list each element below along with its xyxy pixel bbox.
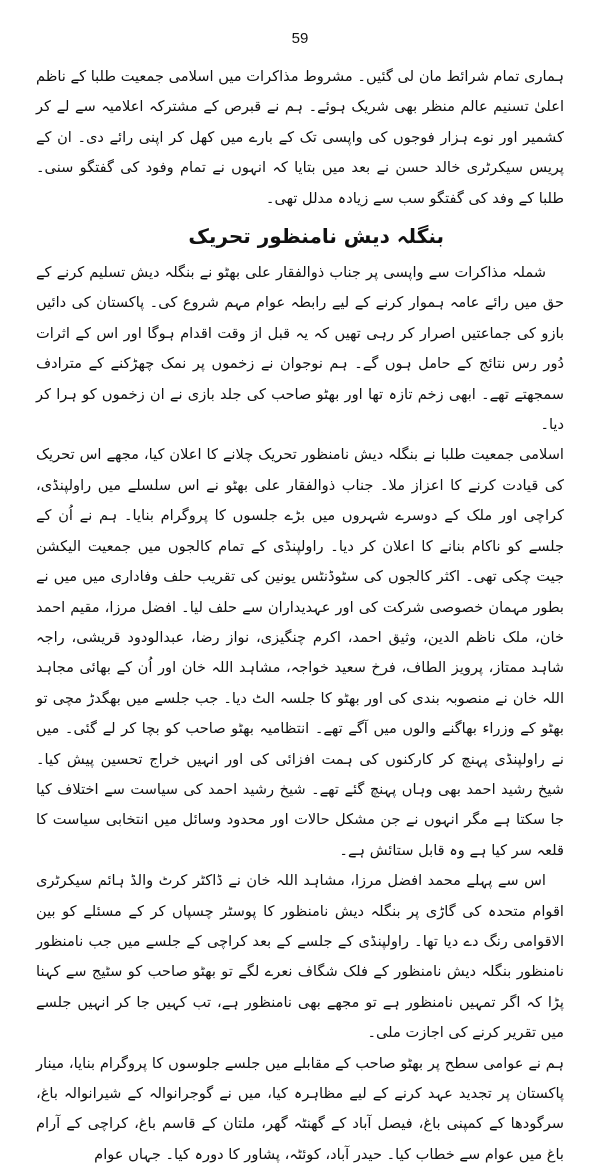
paragraph-negotiations: ہماری تمام شرائط مان لی گئیں۔ مشروط مذاکرات میں اسلامی جمعیت طلبا کے ناظم اعلیٰ تسنیم عالم منظر بھی شریک ہوئے۔ ہم نے قبرص کے مشترکہ اعلامیہ سے لے کر کشمیر اور نوے ہزار فوجوں کی واپسی تک کے بارے میں کھل کر اپنی رائے دی۔ ان کے پریس سیکرٹری خالد حسن نے بعد میں بتایا کہ انہوں نے تمام وفود کی گفتگو سنی۔ طلبا کے وفد کی گفتگو سب سے زیادہ مدلل تھی۔	[36, 68, 564, 207]
paragraph-public-rallies: ہم نے عوامی سطح پر بھٹو صاحب کے مقابلے میں جلسے جلوسوں کا پروگرام بنایا، مینار پاکستان پر تجدید عہد کرنے کے لیے مظاہرہ کیا، میں نے گوجرانوالہ کے شیرانوالہ باغ، سرگودھا کے کمپنی باغ، فیصل آباد کے گھنٹہ گھر، ملتان کے قاسم باغ، کراچی کے آرام باغ میں عوام سے خطاب کیا۔ حیدر آباد، کوئٹہ، پشاور کا دورہ کیا۔ جہاں عوام	[36, 1054, 564, 1163]
paragraph-poster-incident: اس سے پہلے محمد افضل مرزا، مشاہد اللہ خان نے ڈاکٹر کرٹ والڈ ہائم سیکرٹری اقوام متحدہ کی گاڑی پر بنگلہ دیش نامنظور کا پوسٹر چسپاں کر کے مسئلے کو بین الاقوامی رنگ دے دیا تھا۔ راولپنڈی کے جلسے کے بعد کراچی کے جلسے میں جب نامنظور نامنظور بنگلہ دیش نامنظور کے فلک شگاف نعرے لگے تو بھٹو صاحب کو سٹیج سے کہنا پڑا کہ اگر تمہیں نامنظور ہے تو مجھے بھی نامنظور ہے، تب کہیں جا کر انہیں جلسے میں تقریر کرنے کی اجازت ملی۔	[36, 872, 564, 1042]
paragraph-simla-return: شملہ مذاکرات سے واپسی پر جناب ذوالفقار علی بھٹو نے بنگلہ دیش تسلیم کرنے کے حق میں رائے عامہ ہموار کرنے کے لیے رابطہ عوام مہم شروع کی۔ پاکستان کی دائیں بازو کی جماعتیں اصرار کر رہی تھیں کہ یہ قبل از وقت اقدام ہوگا اور اس کے اثرات دُور رس نتائج کے حامل ہوں گے۔ ہم نوجوان نے زخموں پر نمک چھڑکنے کے مترادف سمجھتے تھے۔ ابھی زخم تازہ تھا اور بھٹو صاحب کی جلد بازی نے ان زخموں کو ہرا کر دیا۔	[36, 264, 564, 434]
page-number: 59	[291, 30, 309, 47]
document-body	[36, 62, 564, 1170]
section-heading: بنگلہ دیش نامنظور تحریک	[188, 224, 444, 249]
paragraph-movement-leadership: اسلامی جمعیت طلبا نے بنگلہ دیش نامنظور تحریک چلانے کا اعلان کیا، مجھے اس تحریک کی قیادت کرنے کا اعزاز ملا۔ جناب ذوالفقار علی بھٹو نے اس سلسلے میں راولپنڈی، کراچی اور ملک کے دوسرے شہروں میں بڑے جلسوں کا پروگرام بنایا۔ ہم نے اُن کے جلسے کو ناکام بنانے کا اعلان کر دیا۔ راولپنڈی کے تمام کالجوں میں جمعیت الیکشن جیت چکی تھی۔ اکثر کالجوں کی سٹوڈنٹس یونین کی تقریب حلف وفاداری میں میں نے بطور مہمان خصوصی شرکت کی اور عہدیداران سے حلف لیا۔ افضل مرزا، مقیم احمد خان، ملک ناظم الدین، وثیق احمد، اکرم چنگیزی، نواز رضا، عبدالودود قریشی، راجہ شاہد ممتاز، پرویز الطاف، فرخ سعید خواجہ، مشاہد اللہ خان اور اُن کے بھائی مجاہد اللہ خان نے منصوبہ بندی کی اور بھٹو کا جلسہ الٹ دیا۔ جب جلسے میں بھگدڑ مچی تو بھٹو کے وزراء بھاگنے والوں میں آگے تھے۔ انتظامیہ بھٹو صاحب کو بچا کر لے گئی۔ میں نے راولپنڈی پہنچ کر کارکنوں کی ہمت افزائی کی اور انہیں خراج تحسین پیش کیا۔ شیخ رشید احمد بھی وہاں پہنچ گئے تھے۔ شیخ رشید احمد کی سیاست سے اختلاف کیا جا سکتا ہے مگر انہوں نے جن مشکل حالات اور محدود وسائل میں انتخابی سیاست کا قلعہ سر کیا ہے وہ قابل ستائش ہے۔	[36, 446, 564, 859]
